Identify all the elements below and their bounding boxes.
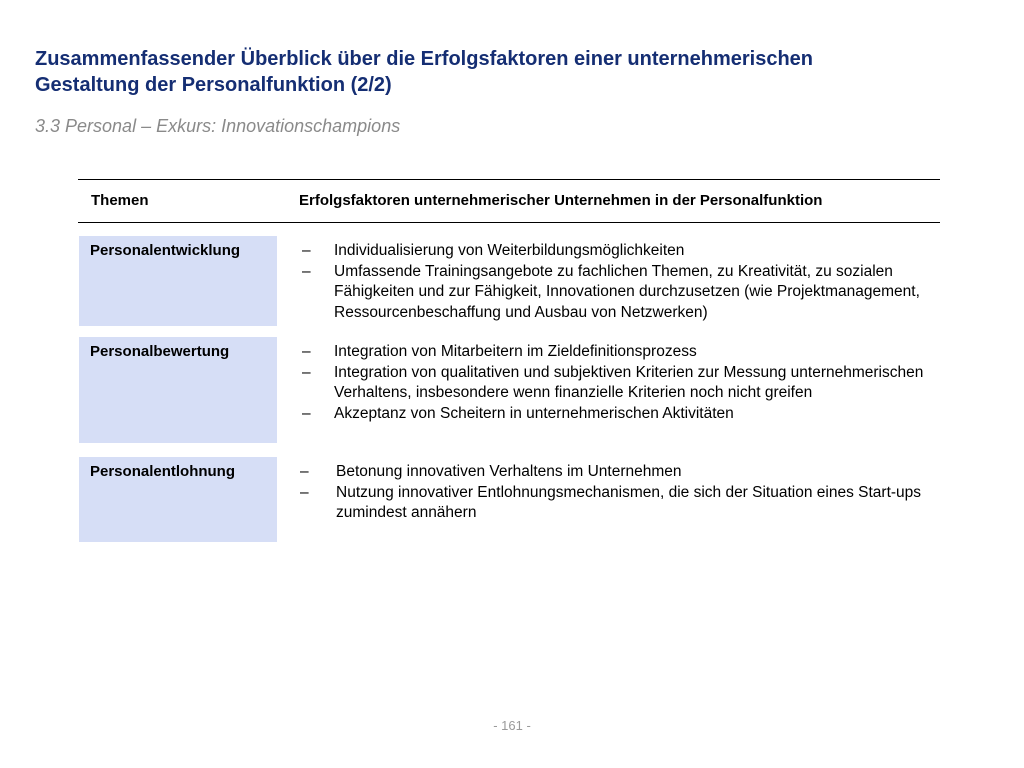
factor-text: Integration von Mitarbeitern im Zieldefinitionsprozess bbox=[334, 343, 697, 360]
page-number: - 161 - bbox=[493, 718, 531, 733]
topic-box-personalbewertung bbox=[79, 337, 277, 443]
factor-text: Nutzung innovativer Entlohnungsmechanismen, die sich der Situation eines Start-ups zumindest annähern bbox=[336, 483, 922, 521]
topic-label: Personalbewertung bbox=[90, 343, 230, 360]
factor-text: Akzeptanz von Scheitern in unternehmerischen Aktivitäten bbox=[334, 404, 734, 422]
factor-list-personalentwicklung bbox=[302, 241, 932, 323]
slide-title-line-2: Gestaltung der Personalfunktion (2/2) bbox=[35, 74, 392, 96]
factor-text: Individualisierung von Weiterbildungsmöglichkeiten bbox=[334, 242, 685, 259]
bullet-dash: – bbox=[302, 363, 311, 381]
factor-text: Betonung innovativen Verhaltens im Unternehmen bbox=[336, 463, 682, 480]
table-top-rule bbox=[78, 179, 940, 180]
slide-title bbox=[35, 46, 995, 98]
column-header-factors: Erfolgsfaktoren unternehmerischer Unternehmen in der Personalfunktion bbox=[299, 192, 823, 209]
slide-title-line-1: Zusammenfassender Überblick über die Erfolgsfaktoren einer unternehmerischen bbox=[35, 48, 814, 70]
factor-list-personalbewertung bbox=[302, 342, 932, 424]
column-header-topics: Themen bbox=[91, 192, 149, 209]
factor-item bbox=[302, 363, 932, 404]
factor-text: Integration von qualitativen und subjektiven Kriterien zur Messung unternehmerischen Verhaltens, insbesondere wenn finanzielle Kriterien noch nicht greifen bbox=[334, 363, 924, 401]
factor-item bbox=[302, 241, 932, 262]
topic-label: Personalentwicklung bbox=[90, 242, 241, 259]
factor-item bbox=[302, 262, 932, 324]
topic-box-personalentlohnung bbox=[79, 457, 277, 542]
factor-item bbox=[300, 483, 930, 524]
factor-item bbox=[300, 462, 930, 483]
factor-list-personalentlohnung bbox=[300, 462, 930, 524]
bullet-dash: – bbox=[300, 463, 309, 480]
bullet-dash: – bbox=[302, 343, 311, 360]
factor-item bbox=[302, 342, 932, 363]
bullet-dash: – bbox=[300, 483, 309, 501]
factor-text: Umfassende Trainingsangebote zu fachlichen Themen, zu Kreativität, zu sozialen Fähigkeiten und zur Fähigkeit, Innovationen durchzusetzen (wie Projektmanagement, Ressourcenbeschaffung und Ausbau von Netzwerken) bbox=[334, 262, 920, 321]
topic-box-personalentwicklung bbox=[79, 236, 277, 326]
bullet-dash: – bbox=[302, 262, 311, 280]
topic-label: Personalentlohnung bbox=[90, 463, 236, 480]
bullet-dash: – bbox=[302, 404, 311, 422]
bullet-dash: – bbox=[302, 242, 311, 259]
slide-subtitle: 3.3 Personal – Exkurs: Innovationschampions bbox=[35, 116, 401, 136]
table-header-rule bbox=[78, 222, 940, 223]
factor-item bbox=[302, 404, 932, 425]
